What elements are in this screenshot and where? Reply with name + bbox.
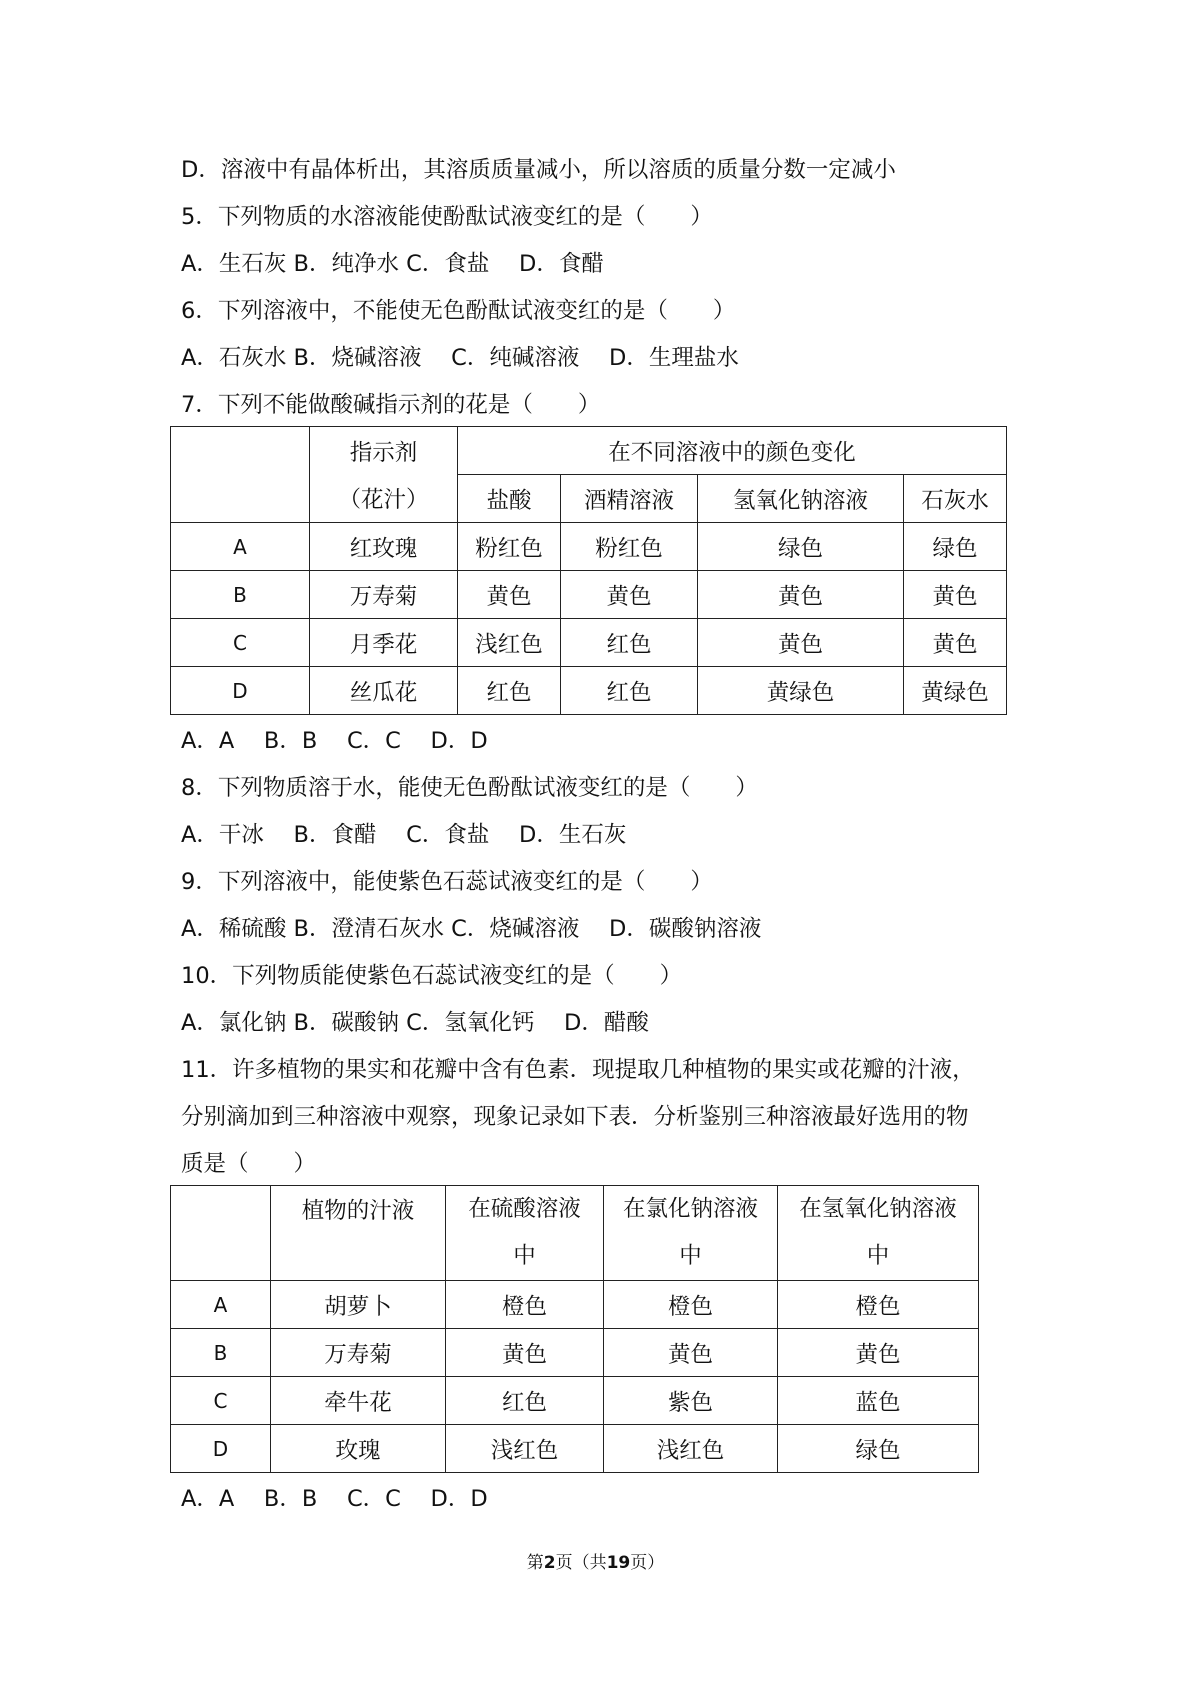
q7-indicator-table	[170, 426, 1007, 715]
color-cell: 红色	[446, 1377, 604, 1425]
color-cell: 紫色	[604, 1377, 778, 1425]
table-corner-cell	[171, 1186, 271, 1281]
table-row	[171, 619, 1007, 667]
color-cell: 黄色	[698, 619, 904, 667]
q11-stem-line-2: 分别滴加到三种溶液中观察，现象记录如下表．分析鉴别三种溶液最好选用的物	[181, 1104, 969, 1130]
indicator-header: 指示剂	[310, 427, 458, 475]
q7-stem: 7．下列不能做酸碱指示剂的花是（ ）	[181, 392, 601, 418]
q11-stem-line-3: 质是（ ）	[181, 1151, 317, 1177]
color-change-header: 在不同溶液中的颜色变化	[458, 427, 1007, 475]
option-letter: C	[171, 619, 310, 667]
column-header: 石灰水	[904, 475, 1007, 523]
plant-name: 牵牛花	[271, 1377, 446, 1425]
color-cell: 黄色	[604, 1329, 778, 1377]
q8-options: A．干冰 B．食醋 C．食盐 D．生石灰	[181, 822, 627, 848]
color-cell: 黄色	[561, 571, 698, 619]
footer-text: 页）	[630, 1553, 665, 1573]
option-letter: D	[171, 667, 310, 715]
table-row	[171, 1377, 979, 1425]
color-cell: 绿色	[778, 1425, 979, 1473]
color-cell: 浅红色	[604, 1425, 778, 1473]
color-cell: 黄色	[458, 571, 561, 619]
footer-text: 第	[526, 1553, 544, 1573]
header-text: 在氢氧化钠溶液	[799, 1196, 957, 1222]
header-text: 中	[866, 1243, 890, 1269]
q8-stem: 8．下列物质溶于水，能使无色酚酞试液变红的是（ ）	[181, 775, 758, 801]
color-cell: 红色	[561, 619, 698, 667]
color-cell: 绿色	[904, 523, 1007, 571]
option-letter: B	[171, 1329, 271, 1377]
color-cell: 浅红色	[458, 619, 561, 667]
flower-name: 万寿菊	[310, 571, 458, 619]
color-cell: 浅红色	[446, 1425, 604, 1473]
header-text: 在硫酸溶液	[468, 1196, 581, 1222]
total-page-number: 19	[606, 1553, 631, 1573]
q11-plant-juice-table	[170, 1185, 979, 1473]
option-letter: C	[171, 1377, 271, 1425]
indicator-subheader: （花汁）	[310, 475, 458, 523]
q9-options: A．稀硫酸 B．澄清石灰水 C．烧碱溶液 D．碳酸钠溶液	[181, 916, 762, 942]
page-footer	[0, 1548, 1191, 1573]
color-cell: 粉红色	[458, 523, 561, 571]
option-letter: D	[171, 1425, 271, 1473]
flower-name: 月季花	[310, 619, 458, 667]
color-cell: 黄色	[904, 619, 1007, 667]
juice-header: 植物的汁液	[271, 1186, 446, 1281]
column-header: 盐酸	[458, 475, 561, 523]
color-cell: 蓝色	[778, 1377, 979, 1425]
table-row	[171, 523, 1007, 571]
table-row	[171, 1329, 979, 1377]
q10-stem: 10．下列物质能使紫色石蕊试液变红的是（ ）	[181, 963, 683, 989]
sulfuric-acid-header	[446, 1186, 604, 1281]
color-cell: 橙色	[604, 1281, 778, 1329]
plant-name: 万寿菊	[271, 1329, 446, 1377]
header-text: 中	[513, 1243, 536, 1269]
q5-stem: 5．下列物质的水溶液能使酚酞试液变红的是（ ）	[181, 204, 713, 230]
color-cell: 粉红色	[561, 523, 698, 571]
q6-stem: 6．下列溶液中，不能使无色酚酞试液变红的是（ ）	[181, 298, 736, 324]
current-page-number: 2	[543, 1553, 556, 1573]
color-cell: 橙色	[446, 1281, 604, 1329]
sodium-chloride-header	[604, 1186, 778, 1281]
header-text: 中	[679, 1243, 702, 1269]
option-letter: A	[171, 1281, 271, 1329]
table-row	[171, 667, 1007, 715]
color-cell: 黄绿色	[904, 667, 1007, 715]
table-corner-cell	[171, 427, 310, 523]
flower-name: 红玫瑰	[310, 523, 458, 571]
q7-options: A．A B．B C．C D．D	[181, 728, 488, 754]
q11-options: A．A B．B C．C D．D	[181, 1486, 488, 1512]
q10-options: A．氯化钠 B．碳酸钠 C．氢氧化钙 D．醋酸	[181, 1010, 649, 1036]
plant-name: 胡萝卜	[271, 1281, 446, 1329]
color-cell: 黄色	[446, 1329, 604, 1377]
table-row	[171, 1425, 979, 1473]
q4-option-d: D．溶液中有晶体析出，其溶质质量减小，所以溶质的质量分数一定减小	[181, 157, 896, 183]
table-row	[171, 1281, 979, 1329]
color-cell: 黄色	[778, 1329, 979, 1377]
sodium-hydroxide-header	[778, 1186, 979, 1281]
plant-name: 玫瑰	[271, 1425, 446, 1473]
color-cell: 红色	[458, 667, 561, 715]
header-text: 在氯化钠溶液	[622, 1196, 758, 1222]
footer-text: 页（共	[555, 1553, 607, 1573]
column-header: 酒精溶液	[561, 475, 698, 523]
color-cell: 绿色	[698, 523, 904, 571]
q5-options: A．生石灰 B．纯净水 C．食盐 D．食醋	[181, 251, 604, 277]
q9-stem: 9．下列溶液中，能使紫色石蕊试液变红的是（ ）	[181, 869, 713, 895]
color-cell: 黄色	[904, 571, 1007, 619]
color-cell: 黄色	[698, 571, 904, 619]
color-cell: 红色	[561, 667, 698, 715]
q6-options: A．石灰水 B．烧碱溶液 C．纯碱溶液 D．生理盐水	[181, 345, 739, 371]
color-cell: 橙色	[778, 1281, 979, 1329]
flower-name: 丝瓜花	[310, 667, 458, 715]
option-letter: A	[171, 523, 310, 571]
column-header: 氢氧化钠溶液	[698, 475, 904, 523]
color-cell: 黄绿色	[698, 667, 904, 715]
option-letter: B	[171, 571, 310, 619]
q11-stem-line-1: 11．许多植物的果实和花瓣中含有色素．现提取几种植物的果实或花瓣的汁液，	[181, 1057, 975, 1083]
table-row	[171, 571, 1007, 619]
